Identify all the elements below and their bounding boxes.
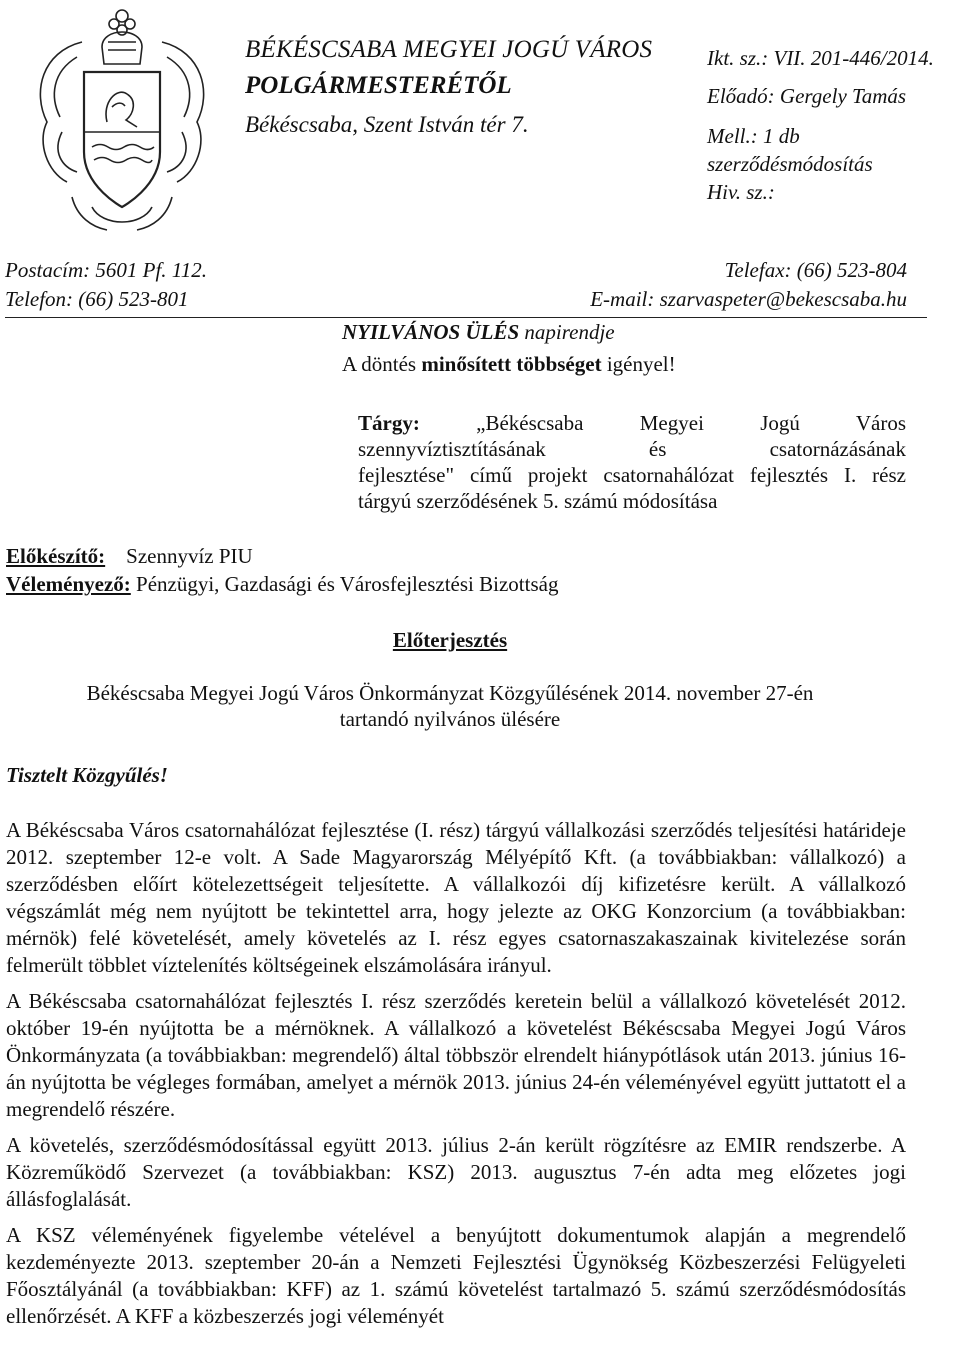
paragraph: A követelés, szerződésmódosítással együtt 2013. július 2-án került rögzítésre az EMIR rendszerbe. A Közreműködő Szervezet (a továbbiakban: KSZ) 2013. augusztus 7-én adta meg előzetes jogi állásfoglalását. — [6, 1133, 906, 1211]
preparer-label: Előkészítő: — [6, 544, 106, 568]
preparer-value: Szennyvíz PIU — [126, 544, 253, 568]
subject-line-1-text: „Békéscsaba Megyei Jogú Város — [476, 411, 906, 435]
subject-label: Tárgy: — [358, 411, 420, 435]
header-office: POLGÁRMESTERÉTŐL — [245, 72, 512, 99]
paragraph: A Békéscsaba Város csatornahálózat fejlesztése (I. rész) tárgyú vállalkozási szerződés teljesítési határideje 2012. szeptember 12-e volt. A Sade Magyarország Mélyépítő Kft. (a továbbiakban: vállalkozó) a szerződésben előírt kötelezettségeit teljesítette. A vállalkozói díj kifizetésre került. A vállalkozó végszámlát még nem nyújtott be tekintettel arra, hogy jelezte az OKG Konzorcium (a továbbiakban: mérnök) felé követelését, amely követelés az I. rész egyes csatornaszakaszainak kivitelezése során felmerült többlet víztelenítés költségeinek elszámolására irányul. — [6, 818, 906, 977]
session-type-rest: napirendje — [519, 320, 615, 344]
decision-bold: minősített többséget — [421, 352, 602, 376]
postal-address: Postacím: 5601 Pf. 112. — [5, 258, 208, 282]
attachment-count: Mell.: 1 db — [707, 124, 800, 148]
reviewer-label: Véleményező: — [6, 572, 131, 596]
fax-number: Telefax: (66) 523-804 — [724, 258, 907, 282]
proposal-line-2: tartandó nyilvános ülésére — [339, 707, 561, 731]
paragraph: A KSZ véleményének figyelembe vételével a benyújtott dokumentumok alapján a megrendelő kezdeményezte 2013. szeptember 20-án a Nemzeti Fejlesztési Ügynökség Közbeszerzési Felügyeleti Főosztályánál (a továbbiakban: KFF) az 1. számú követelést tartalmazó 5. számú szerződésmódosítás ellenőrzését. A KFF a közbeszerzés jogi véleményét — [6, 1223, 906, 1328]
reference-number: Ikt. sz.: VII. 201-446/2014. — [707, 46, 934, 70]
session-type-bold: NYILVÁNOS ÜLÉS — [342, 320, 520, 344]
attachment-type: szerződésmódosítás — [707, 152, 873, 176]
proposal-title: Előterjesztés — [392, 628, 508, 652]
subject-line-2: szennyvíztisztításának és csatornázásának — [358, 437, 906, 461]
decision-post: igényel! — [601, 352, 676, 376]
subject-block — [358, 410, 906, 514]
decision-note — [342, 352, 676, 377]
decision-pre: A döntés — [342, 352, 422, 376]
body-text — [6, 817, 906, 1339]
header-divider — [5, 317, 927, 318]
subject-line-1 — [358, 410, 906, 436]
hiv-sz: Hiv. sz.: — [707, 180, 775, 204]
subject-line-3: fejlesztése" című projekt csatornahálózat fejlesztés I. rész — [358, 463, 906, 487]
session-type — [342, 320, 615, 345]
salutation: Tisztelt Közgyűlés! — [6, 763, 168, 787]
city-coat-of-arms — [22, 2, 222, 242]
phone-number: Telefon: (66) 523-801 — [5, 287, 189, 311]
proposal-line-1: Békéscsaba Megyei Jogú Város Önkormányzat Közgyűlésének 2014. november 27-én — [86, 681, 814, 705]
header-city-name: BÉKÉSCSABA MEGYEI JOGÚ VÁROS — [245, 36, 653, 63]
presenter: Előadó: Gergely Tamás — [707, 84, 907, 108]
preparer-line — [6, 544, 253, 569]
email-address: E-mail: szarvaspeter@bekescsaba.hu — [590, 287, 907, 311]
header-address: Békéscsaba, Szent István tér 7. — [245, 112, 529, 137]
reviewer-line — [6, 572, 558, 597]
paragraph: A Békéscsaba csatornahálózat fejlesztés I. rész szerződés keretein belül a vállalkozó követelését 2012. október 19-én nyújtotta be a mérnöknek. A vállalkozó a követelést Békéscsaba Megyei Jogú Város Önkormányzata (a továbbiakban: megrendelő) által többször elrendelt hiánypótlások után 2013. június 16-án nyújtotta be végleges formában, amelyet a mérnök 2013. június 24-én véleményével együtt juttatott el a megrendelő részére. — [6, 989, 906, 1121]
subject-line-4: tárgyú szerződésének 5. számú módosítása — [358, 489, 718, 513]
reviewer-value: Pénzügyi, Gazdasági és Városfejlesztési Bizottság — [136, 572, 559, 596]
